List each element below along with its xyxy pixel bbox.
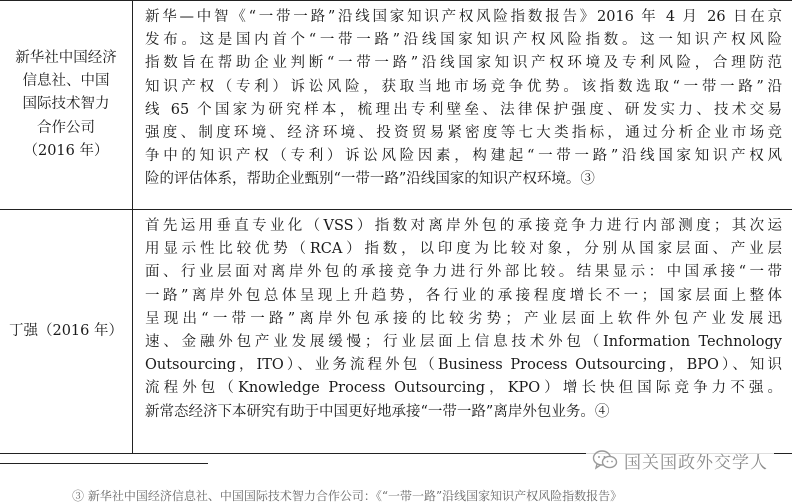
summary-line: 速、金融外包产业发展缓慢；行业层面上信息技术外包（Information Technology	[145, 334, 782, 351]
summary-line: 呈现出“一带一路”离岸外包承接的比较劣势；产业层面上软件外包产业发展迅	[145, 310, 782, 327]
summary-line: 面、行业层面对离岸外包的承接竞争力进行外部比较。结果显示：中国承接“一带	[145, 264, 782, 281]
footnote-divider	[0, 463, 208, 464]
author-line: 信息社、中国	[22, 73, 110, 90]
summary-line: 线 65 个国家为研究样本，梳理出专利壁垒、法律保护强度、研发实力、技术交易	[145, 101, 782, 118]
author-line: 国际技术智力	[22, 96, 110, 113]
summary-line: 首先运用垂直专业化（VSS）指数对离岸外包的承接竞争力进行内部测度；其次运	[145, 218, 782, 234]
summary-line: 一路”离岸外包总体呈现上升趋势，各行业的承接程度增长不一；国家层面上整体	[145, 287, 782, 304]
table-row	[0, 210, 792, 454]
author-line: 合作公司	[37, 119, 95, 136]
summary-line: 新常态经济下本研究有助于中国更好地承接“一带一路”离岸外包业务。④	[145, 403, 610, 420]
watermark-text: 国关国政外交学人	[624, 452, 768, 473]
author-cell	[0, 1, 133, 209]
summary-line: 流程外包（Knowledge Process Outsourcing，KPO）增长快但国际竞争力不强。	[145, 380, 782, 397]
summary-line: Outsourcing，ITO）、业务流程外包（Business Process Outsourcing，BPO）、知识	[145, 357, 782, 374]
summary-line: 知识产权（专利）诉讼风险，获取当地市场竞争优势。该指数选取“一带一路”沿	[145, 78, 782, 95]
summary-line: 新华—中智《“一带一路”沿线国家知识产权风险指数报告》2016 年 4 月 26 日在京	[145, 9, 782, 25]
summary-line: 强度、制度环境、经济环境、投资贸易紧密度等七大类指标，通过分析企业市场竞	[145, 125, 782, 142]
table-row	[0, 0, 792, 210]
author-line: （2016 年）	[23, 142, 109, 159]
author-line: 新华社中国经济	[15, 49, 117, 66]
summary-line: 指数旨在帮助企业判断“一带一路”沿线国家知识产权环境及专利风险，合理防范	[145, 55, 782, 72]
watermark	[586, 446, 774, 474]
footnote-fragment: ③ 新华社中国经济信息社、中国国际技术智力合作公司：《“一带一路”沿线国家知识产权风险指数报告》	[72, 489, 623, 503]
summary-line: 争中的知识产权（专利）诉讼风险因素，构建起“一带一路”沿线国家知识产权风	[145, 148, 782, 165]
summary-line: 发布。这是国内首个“一带一路”沿线国家知识产权风险指数。这一知识产权风险	[145, 32, 782, 49]
summary-line: 用显示性比较优势（RCA）指数，以印度为比较对象，分别从国家层面、产业层	[145, 241, 782, 258]
summary-cell	[133, 1, 792, 209]
summary-line: 险的评估体系，帮助企业甄别“一带一路”沿线国家的知识产权环境。③	[145, 171, 595, 188]
summary-cell	[133, 210, 792, 453]
wechat-icon	[592, 449, 618, 471]
author-cell	[0, 210, 133, 453]
author-line: 丁强（2016 年）	[8, 322, 123, 339]
